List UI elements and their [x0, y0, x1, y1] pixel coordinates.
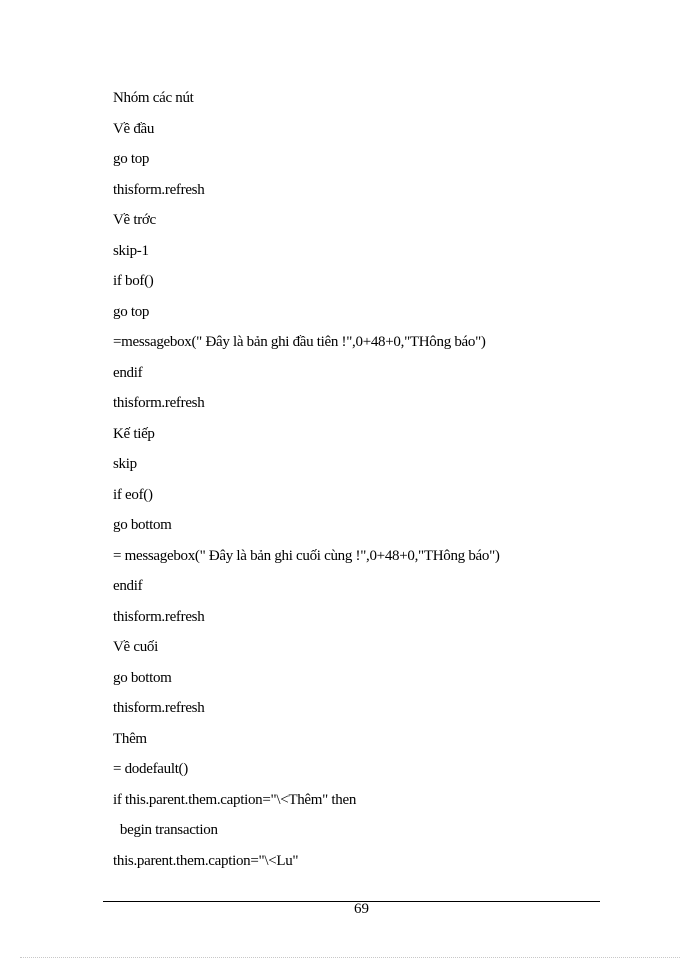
code-line: go bottom: [113, 517, 172, 533]
code-line: Về đầu: [113, 120, 155, 137]
code-line: endif: [113, 578, 143, 594]
code-line: thisform.refresh: [113, 608, 205, 625]
code-line: Về cuối: [113, 639, 158, 655]
code-line: begin transaction: [113, 822, 218, 838]
code-line: Kế tiếp: [113, 425, 155, 442]
code-line: go top: [113, 151, 150, 167]
code-line: = dodefault(): [113, 761, 188, 777]
code-line: = messagebox(" Đây là bản ghi cuối cùng !",0+48+0,"THông báo"): [113, 547, 500, 564]
code-line: endif: [113, 364, 143, 381]
code-line: Nhóm các nút: [113, 90, 194, 106]
code-line: if this.parent.them.caption="\<Thêm" then: [113, 791, 357, 808]
code-listing: [113, 88, 500, 881]
code-line: if eof(): [113, 486, 153, 503]
code-line: Về trớc: [113, 212, 156, 228]
code-line: =messagebox(" Đây là bản ghi đầu tiên !",0+48+0,"THông báo"): [113, 334, 486, 350]
code-line: Thêm: [113, 730, 147, 747]
page-number: 69: [354, 901, 369, 917]
code-line: skip-1: [113, 242, 149, 259]
code-line: thisform.refresh: [113, 700, 205, 716]
code-line: go top: [113, 303, 150, 320]
code-line: go bottom: [113, 669, 172, 686]
code-line: thisform.refresh: [113, 181, 205, 198]
code-line: this.parent.them.caption="\<Lu": [113, 852, 299, 869]
code-line: if bof(): [113, 273, 154, 289]
page-bottom-edge: [20, 957, 680, 958]
code-line: thisform.refresh: [113, 395, 205, 411]
code-line: skip: [113, 456, 137, 472]
